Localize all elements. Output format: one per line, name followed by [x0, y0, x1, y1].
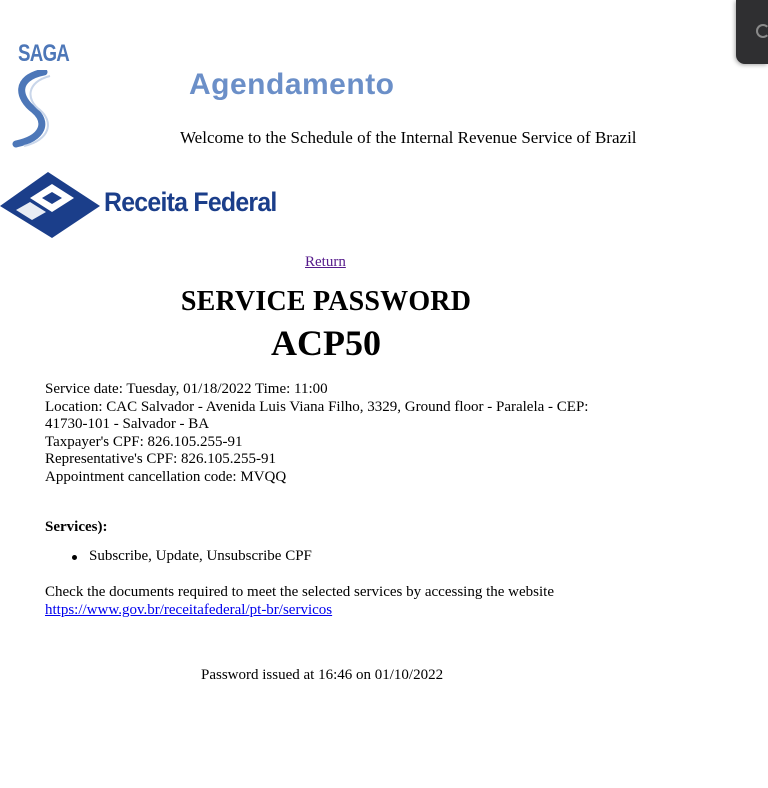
receita-federal-logo: [0, 168, 300, 240]
app-title: Agendamento: [189, 68, 395, 101]
return-link[interactable]: Return: [305, 254, 346, 270]
list-item: Subscribe, Update, Unsubscribe CPF: [45, 548, 312, 565]
receita-federal-logo-text: Receita Federal: [104, 187, 277, 217]
services-website-link[interactable]: https://www.gov.br/receitafederal/pt-br/servicos: [45, 601, 333, 618]
saga-logo-text: SAGA: [18, 40, 69, 67]
services-list: [45, 548, 312, 565]
saga-logo: [4, 26, 74, 148]
taxpayer-cpf: Taxpayer's CPF: 826.105.255-91: [45, 433, 243, 450]
location-line-1: Location: CAC Salvador - Avenida Luis Viana Filho, 3329, Ground floor - Paralela - CEP:: [45, 398, 589, 415]
saga-s-swoosh-icon: [4, 70, 74, 148]
appointment-details: [45, 381, 645, 486]
location-line-2: 41730-101 - Salvador - BA: [45, 416, 210, 432]
documents-text: Check the documents required to meet the selected services by accessing the website: [45, 584, 554, 600]
cancellation-code: Appointment cancellation code: MVQQ: [45, 468, 287, 485]
service-password-title: SERVICE PASSWORD: [180, 286, 472, 317]
service-date: Service date: Tuesday, 01/18/2022 Time: 11:00: [45, 381, 328, 397]
receita-federal-emblem-icon: [0, 168, 104, 240]
welcome-text: Welcome to the Schedule of the Internal Revenue Service of Brazil: [180, 128, 637, 147]
browser-widget-icon: [756, 24, 768, 38]
documents-info: [45, 584, 554, 619]
browser-extension-widget[interactable]: [736, 0, 768, 64]
password-code: ACP50: [271, 323, 381, 363]
representative-cpf: Representative's CPF: 826.105.255-91: [45, 451, 277, 467]
services-heading: Services):: [45, 519, 108, 535]
password-issued-text: Password issued at 16:46 on 01/10/2022: [201, 667, 444, 683]
